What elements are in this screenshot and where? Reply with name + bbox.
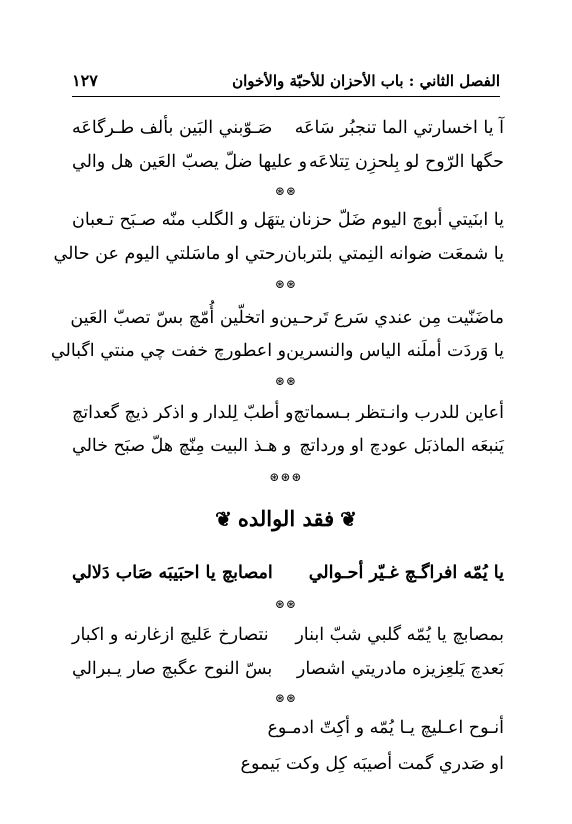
section-ornament: ⊛⊛⊛ (269, 470, 303, 484)
stanza-ornament: ⊛⊛ (274, 374, 298, 388)
verse-hemistich-left: يتهَل و الگلب منّه صـبَح تـعبان (72, 210, 286, 230)
flourish-icon: ❦ (215, 507, 232, 531)
verse-hemistich-right: يا وَردَت أملَنه الياس والنسرين (286, 341, 504, 361)
stanza-ornament: ⊛⊛ (274, 184, 298, 198)
verse-hemistich-left: صَـوّبني البَين بألف طـرگاعَه (72, 118, 273, 138)
verse-line (72, 436, 504, 457)
chapter-title: الفصل الثاني : باب الأحزان للأحبّة والأخوان (232, 72, 500, 90)
verse-line (50, 341, 504, 362)
verse-hemistich-left: و عليها ضلّ يصبّ العَين هل والي (72, 152, 308, 172)
verse-hemistich-left: و اعطورچ خفت چي منتي اگبالي (50, 341, 287, 361)
closing-line: او صَدري گمت أصيبَه كِل وكت بَيموع (240, 754, 504, 774)
verse-hemistich-right: بمصابچ يا يُمّه گلبي شبّ ابنار (295, 625, 504, 645)
verse-hemistich-left: رحتي او ماسَلتي اليوم عن حالي (53, 244, 284, 264)
verse-hemistich-right: يا يُمّه افراگـچ غـيّر أحـوالي (308, 563, 504, 583)
verse-line (72, 152, 504, 173)
verse-hemistich-left: و اتخلّين أُمّچ بسّ تصبّ العَين (70, 308, 280, 328)
section-title (0, 506, 572, 531)
flourish-icon: ❦ (340, 507, 357, 531)
verse-hemistich-right: يا ابنَيتي أبوچ اليوم ضَلّ حزنان (288, 210, 504, 230)
verse-hemistich-right: آ يا اخسارتي الما تنجبُر سَاعَه (294, 118, 504, 138)
verse-hemistich-right: أعاين للدرب وانـتظر بـسماتچ (293, 403, 504, 423)
page-number: ١٢٧ (72, 71, 98, 90)
verse-line-opening (72, 563, 504, 584)
verse-hemistich-left: نتصارخ عَليچ ازغارنه و اكبار (72, 625, 269, 645)
verse-hemistich-left: و هـذ البيت مِنّچ هلّ صبَح خالي (72, 436, 292, 456)
stanza-ornament: ⊛⊛ (274, 597, 298, 611)
stanza-ornament: ⊛⊛ (274, 691, 298, 705)
closing-line: أنـوح اعـليچ يـا يُمّه و أكِتّ ادمـوع (267, 718, 504, 738)
verse-line (72, 403, 504, 424)
verse-hemistich-right: حگها الرّوح لو بِلحزِن تِتلاعَه (309, 152, 504, 172)
verse-hemistich-left: امصابچ يا احبَيبَه صَاب دَلالي (72, 563, 273, 583)
page-header (72, 56, 500, 97)
section-title-text: فقد الوالده (237, 506, 335, 531)
verse-line (53, 244, 504, 265)
verse-hemistich-right: يَنبعَه الماذبَل عودچ او ورداتچ (299, 436, 504, 456)
verse-line (72, 210, 504, 231)
verse-hemistich-left: و أطبّ لِلدار و اذكر ذيچ گعداتچ (71, 403, 294, 423)
verse-line (72, 659, 504, 680)
verse-line (72, 118, 504, 139)
verse-hemistich-right: ماضَنّيت مِن عندي سَرع تَرحـين (279, 308, 504, 328)
stanza-ornament: ⊛⊛ (274, 277, 298, 291)
verse-hemistich-right: بَعدچ يَلعِزيزه مادريتي اشصار (296, 659, 504, 679)
verse-line (72, 625, 504, 646)
verse-hemistich-left: بسّ النوح عگبچ صار يـبرالي (72, 659, 273, 679)
verse-hemistich-right: يا شمعَت ضوانه النِمتي بلتربان (284, 244, 504, 264)
verse-line (72, 308, 504, 329)
